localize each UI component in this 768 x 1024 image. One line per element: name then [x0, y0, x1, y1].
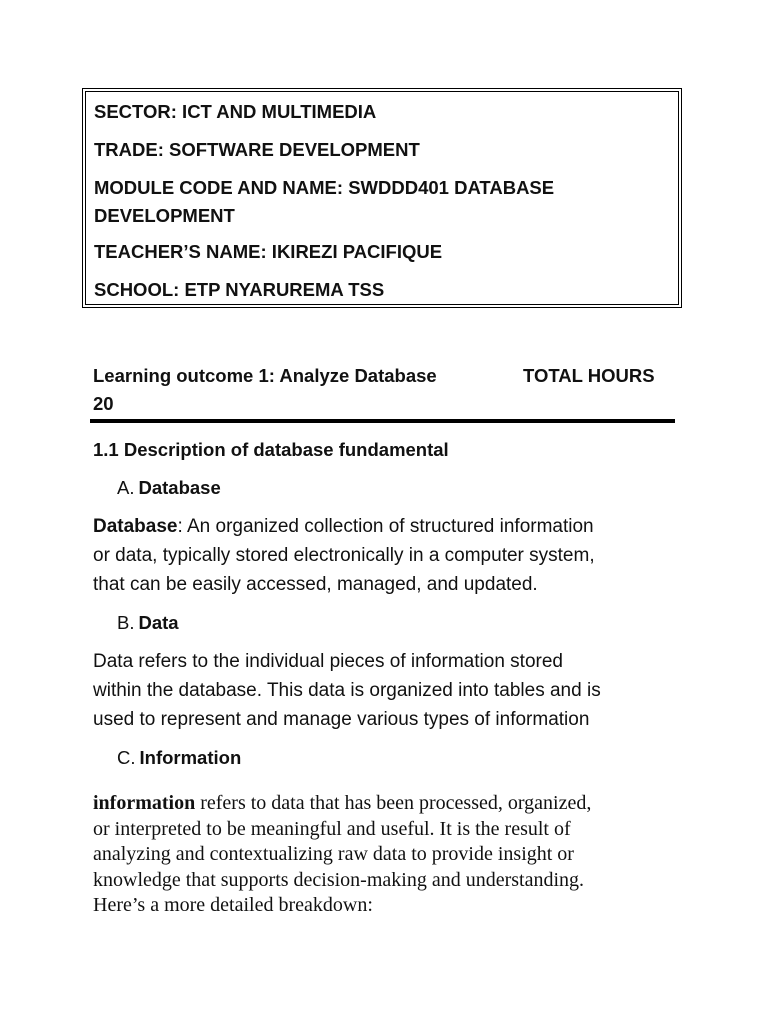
- list-marker: B.: [117, 612, 135, 633]
- sector-line: SECTOR: ICT AND MULTIMEDIA: [94, 101, 377, 122]
- section-heading: 1.1 Description of database fundamental: [93, 439, 449, 460]
- paragraph-line: analyzing and contextualizing raw data to provide insight or: [93, 843, 574, 865]
- list-marker: A.: [117, 477, 135, 498]
- list-marker: C.: [117, 747, 136, 768]
- subheading-label: Information: [139, 747, 242, 768]
- paragraph-line: knowledge that supports decision-making and understanding.: [93, 868, 585, 891]
- paragraph-line: Here’s a more detailed breakdown:: [93, 894, 373, 916]
- learning-outcome: [93, 362, 668, 418]
- term-information: information: [93, 792, 196, 814]
- total-hours-value: 20: [93, 393, 114, 414]
- subheading-information: [117, 744, 241, 772]
- database-definition: [93, 512, 673, 599]
- horizontal-rule: [90, 419, 675, 423]
- learning-outcome-title: Learning outcome 1: Analyze Database: [93, 365, 437, 386]
- module-line-part2: DEVELOPMENT: [94, 205, 235, 226]
- school-line: SCHOOL: ETP NYARUREMA TSS: [94, 279, 385, 300]
- term-database: Database: [93, 516, 178, 537]
- subheading-data: [117, 609, 179, 637]
- data-definition: [93, 647, 673, 734]
- trade-line: TRADE: SOFTWARE DEVELOPMENT: [94, 139, 420, 160]
- subheading-database: [117, 474, 221, 502]
- paragraph-line: within the database. This data is organized into tables and is: [93, 680, 601, 701]
- total-hours-label: TOTAL HOURS: [523, 365, 655, 386]
- module-line-part1: MODULE CODE AND NAME: SWDDD401 DATABASE: [94, 177, 555, 198]
- paragraph-line: used to represent and manage various types of information: [93, 709, 590, 730]
- subheading-label: Data: [138, 612, 179, 633]
- paragraph-line: refers to data that has been processed, organized,: [195, 792, 592, 814]
- module-info-box: [82, 88, 682, 308]
- information-definition: [93, 791, 678, 919]
- module-line: [94, 174, 670, 230]
- subheading-label: Database: [138, 477, 221, 498]
- paragraph-line: that can be easily accessed, managed, and updated.: [93, 574, 538, 595]
- paragraph-line: Data refers to the individual pieces of information stored: [93, 651, 563, 672]
- paragraph-line: : An organized collection of structured information: [177, 516, 594, 537]
- teacher-line: TEACHER’S NAME: IKIREZI PACIFIQUE: [94, 241, 443, 262]
- paragraph-line: or data, typically stored electronically in a computer system,: [93, 545, 595, 566]
- paragraph-line: or interpreted to be meaningful and useful. It is the result of: [93, 817, 571, 840]
